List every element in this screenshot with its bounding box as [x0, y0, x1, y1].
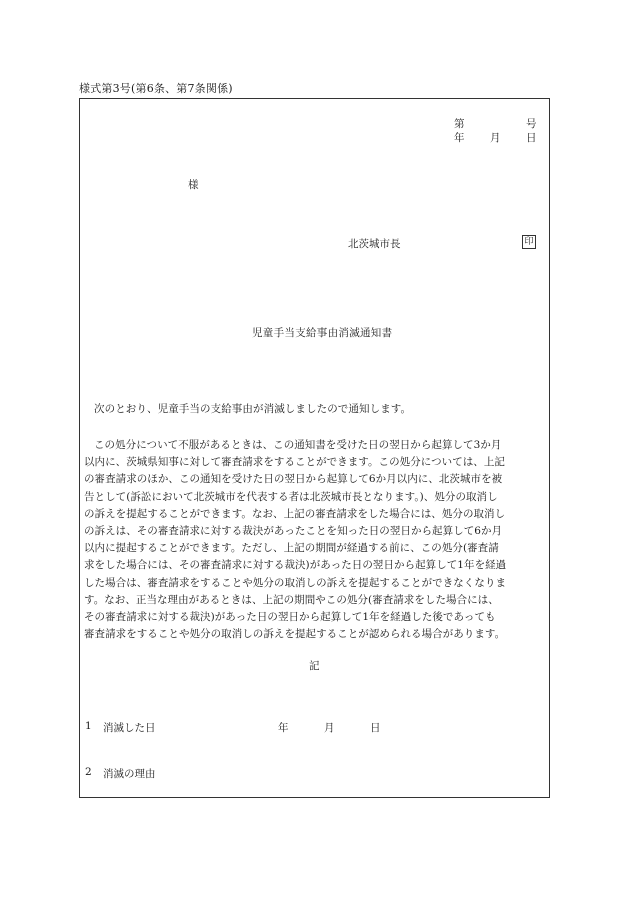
- appeal-line: の審査請求のほか、この通知を受けた日の翌日から起算して6か月以内に、北茨城市を被: [84, 473, 503, 486]
- number-prefix: 第: [454, 118, 465, 130]
- appeal-line: その審査請求に対する裁決)があった日の翌日から起算して1年を経過した後であっても: [84, 611, 496, 624]
- document-title: 児童手当支給事由消滅通知書: [252, 327, 393, 339]
- item-1-label: 消滅した日: [103, 722, 156, 734]
- appeal-line: した場合は、審査請求をすることや処分の取消しの訴えを提起することができなくなりま: [84, 576, 506, 589]
- appeal-line: の訴えは、その審査請求に対する裁決があったことを知った日の翌日から起算して6か月: [84, 525, 503, 538]
- appeal-line: この処分について不服があるときは、この通知書を受けた日の翌日から起算して3か月: [94, 439, 502, 451]
- appeal-line: す。なお、正当な理由があるときは、上記の期間やこの処分(審査請求をした場合には、: [84, 593, 499, 606]
- item-1-year: 年: [278, 722, 289, 734]
- addressee-suffix: 様: [188, 179, 199, 191]
- appeal-line: 以内に、茨城県知事に対して審査請求をすることができます。この処分については、上記: [84, 456, 505, 469]
- issuer-name: 北茨城市長: [348, 238, 401, 250]
- number-suffix: 号: [526, 118, 537, 130]
- intro-text: 次のとおり、児童手当の支給事由が消滅しましたので通知します。: [94, 403, 412, 415]
- item-2-number: 2: [85, 766, 92, 778]
- item-1-number: 1: [85, 720, 92, 732]
- date-day: 日: [526, 132, 537, 144]
- appeal-line: の訴えを提起することができます。なお、上記の審査請求をした場合には、処分の取消し: [84, 507, 506, 520]
- date-year: 年: [454, 132, 465, 144]
- appeal-line: 求をした場合には、その審査請求に対する裁決)があった日の翌日から起算して1年を経過: [84, 559, 507, 572]
- item-1-day: 日: [370, 722, 381, 734]
- date-month: 月: [490, 132, 501, 144]
- appeal-line: 告として(訴訟において北茨城市を代表する者は北茨城市長となります。)、処分の取消し: [84, 490, 498, 503]
- form-number: 様式第3号(第6条、第7条関係): [79, 82, 233, 95]
- appeal-line: 以内に提起することができます。ただし、上記の期間が経過する前に、この処分(審査請: [84, 542, 499, 555]
- seal-box: 印: [522, 235, 536, 249]
- item-1-month: 月: [324, 722, 335, 734]
- ki-label: 記: [309, 660, 320, 672]
- seal-mark: [522, 235, 536, 249]
- item-2-label: 消滅の理由: [103, 768, 156, 780]
- appeal-line: 審査請求をすることや処分の取消しの訴えを提起することが認められる場合があります。: [84, 628, 506, 641]
- appeal-paragraph: [84, 437, 544, 643]
